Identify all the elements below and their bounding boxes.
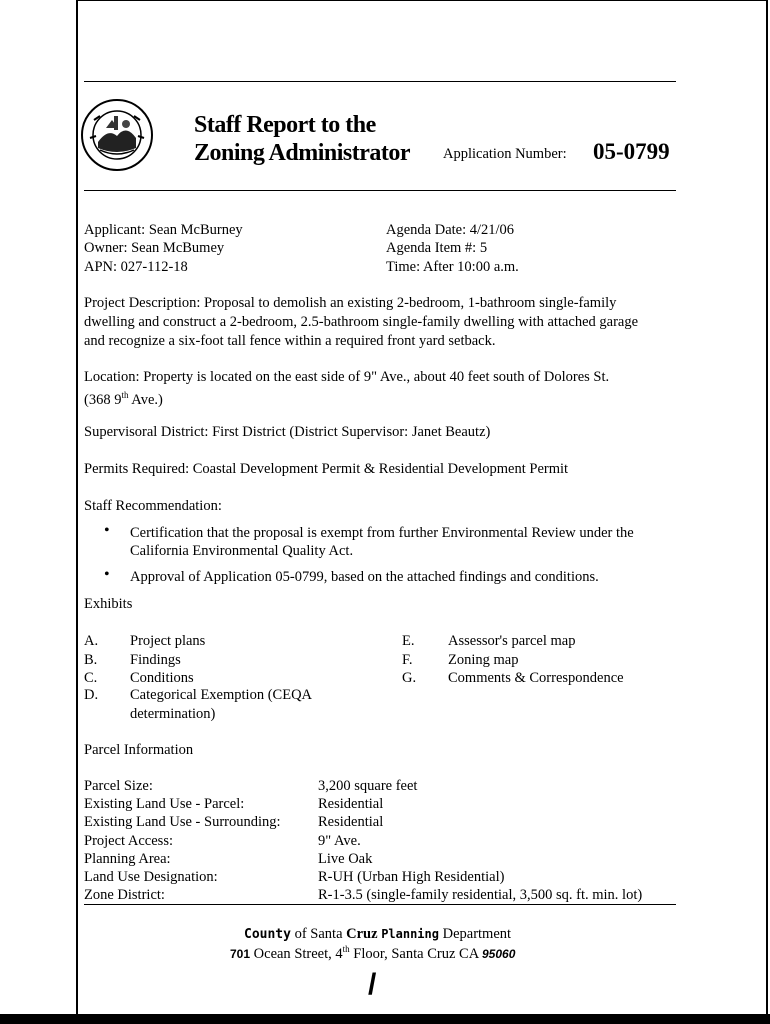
header-rule-top: [84, 81, 676, 82]
district-label: Supervisoral: [84, 424, 158, 440]
agenda-item: Agenda Item #: 5: [386, 240, 488, 256]
footer-cruz: Cruz: [346, 926, 378, 942]
exhibits-heading: Exhibits: [84, 596, 133, 612]
parcel-label: Planning Area:: [84, 851, 171, 867]
exhibit-item: Categorical Exemption (CEQA: [130, 687, 313, 703]
report-title-line1: Staff Report to the: [194, 112, 376, 138]
bullet-icon: •: [104, 522, 110, 539]
parcel-value: Residential: [318, 814, 384, 830]
parcel-label: Existing Land Use - Surrounding:: [84, 814, 281, 830]
footer-street: Street, 4: [294, 945, 343, 962]
owner: Owner: Sean McBumey: [84, 240, 225, 256]
exhibit-letter: C.: [84, 670, 98, 686]
applicant: Applicant: Sean McBurney: [84, 222, 243, 238]
parcel-value: 3,200 square feet: [318, 778, 418, 794]
parcel-value: Live Oak: [318, 851, 373, 867]
exhibit-item: Comments & Correspondence: [448, 670, 624, 686]
exhibit-letter: A.: [84, 633, 99, 649]
footer-address: [230, 944, 515, 963]
footer-planning: Planning: [381, 927, 439, 941]
page-edge-right: [766, 0, 768, 1014]
parcel-label: Project Access:: [84, 833, 173, 849]
district-text: District: First District (District Supervisor: Janet Beautz): [157, 424, 491, 440]
county-seal-icon: [80, 98, 154, 172]
parcel-information-heading: Parcel Information: [84, 742, 194, 758]
footer-department: [244, 926, 511, 943]
recommendation-2: Approval of Application 05-0799, based on the attached findings and conditions.: [130, 569, 599, 585]
exhibit-letter: E.: [402, 633, 415, 649]
parcel-label: Zone District:: [84, 887, 165, 903]
parcel-label: Existing Land Use - Parcel:: [84, 796, 245, 812]
footer-text: of Santa: [290, 926, 347, 942]
staff-recommendation-heading: Staff Recommendation:: [84, 498, 222, 514]
footer-ocean: Ocean: [250, 945, 295, 962]
bullet-icon: •: [104, 566, 110, 583]
page-number-mark: /: [368, 968, 377, 1001]
exhibit-item-continued: determination): [130, 706, 216, 722]
parcel-table-rule: [84, 904, 676, 905]
location-address: (368 9: [84, 391, 122, 408]
parcel-label: Parcel Size:: [84, 778, 153, 794]
page-edge-bottom: [0, 1014, 770, 1024]
location-address-end: Ave.): [128, 391, 163, 408]
page-edge-top: [76, 0, 768, 1]
parcel-value: Residential: [318, 796, 384, 812]
parcel-value: 9" Ave.: [318, 833, 361, 849]
page-edge-left: [76, 0, 78, 1014]
parcel-value: R-UH (Urban High Residential): [318, 869, 505, 885]
footer-sup: th: [342, 944, 350, 954]
apn: APN: 027-112-18: [84, 259, 188, 275]
report-title-line2: Zoning Administrator: [194, 140, 411, 166]
parcel-value: R-1-3.5 (single-family residential, 3,500 sq. ft. min. lot): [318, 887, 643, 903]
project-description-line2: dwelling and construct a 2-bedroom, 2.5-bathroom single-family dwelling with attached garage: [84, 314, 639, 330]
location-sup: th: [121, 390, 129, 400]
agenda-time: Time: After 10:00 a.m.: [386, 259, 519, 275]
footer-county: County: [244, 927, 291, 942]
exhibit-item: Findings: [130, 652, 181, 668]
exhibit-letter: D.: [84, 687, 99, 703]
supervisorial-district: [84, 423, 490, 442]
recommendation-1-line2: California Environmental Quality Act.: [130, 543, 354, 559]
exhibit-item: Project plans: [130, 633, 206, 649]
application-number: 05-0799: [593, 139, 670, 164]
exhibit-item: Assessor's parcel map: [448, 633, 576, 649]
parcel-label: Land Use Designation:: [84, 869, 218, 885]
exhibit-letter: B.: [84, 652, 98, 668]
footer-city: Floor, Santa Cruz CA: [349, 945, 482, 962]
agenda-date: Agenda Date: 4/21/06: [386, 222, 515, 238]
exhibit-letter: F.: [402, 652, 413, 668]
application-number-label: Application Number:: [443, 146, 567, 162]
permits-required: Permits Required: Coastal Development Permit & Residential Development Permit: [84, 461, 569, 477]
footer-department-word: Department: [438, 926, 512, 942]
location-line2: [84, 386, 163, 410]
footer-zip: 95060: [482, 946, 516, 961]
project-description-line1: Project Description: Proposal to demolish an existing 2-bedroom, 1-bathroom single-family: [84, 295, 617, 311]
exhibit-item: Zoning map: [448, 652, 519, 668]
location-line1: Location: Property is located on the east side of 9" Ave., about 40 feet south of Dolores St.: [84, 369, 610, 385]
recommendation-1-line1: Certification that the proposal is exempt from further Environmental Review under the: [130, 525, 634, 541]
exhibit-item: Conditions: [130, 670, 194, 686]
exhibit-letter: G.: [402, 670, 417, 686]
project-description-line3: and recognize a six-foot tall fence within a required front yard setback.: [84, 333, 496, 349]
header-rule-bottom: [84, 190, 676, 191]
footer-street-number: 701: [230, 946, 251, 961]
